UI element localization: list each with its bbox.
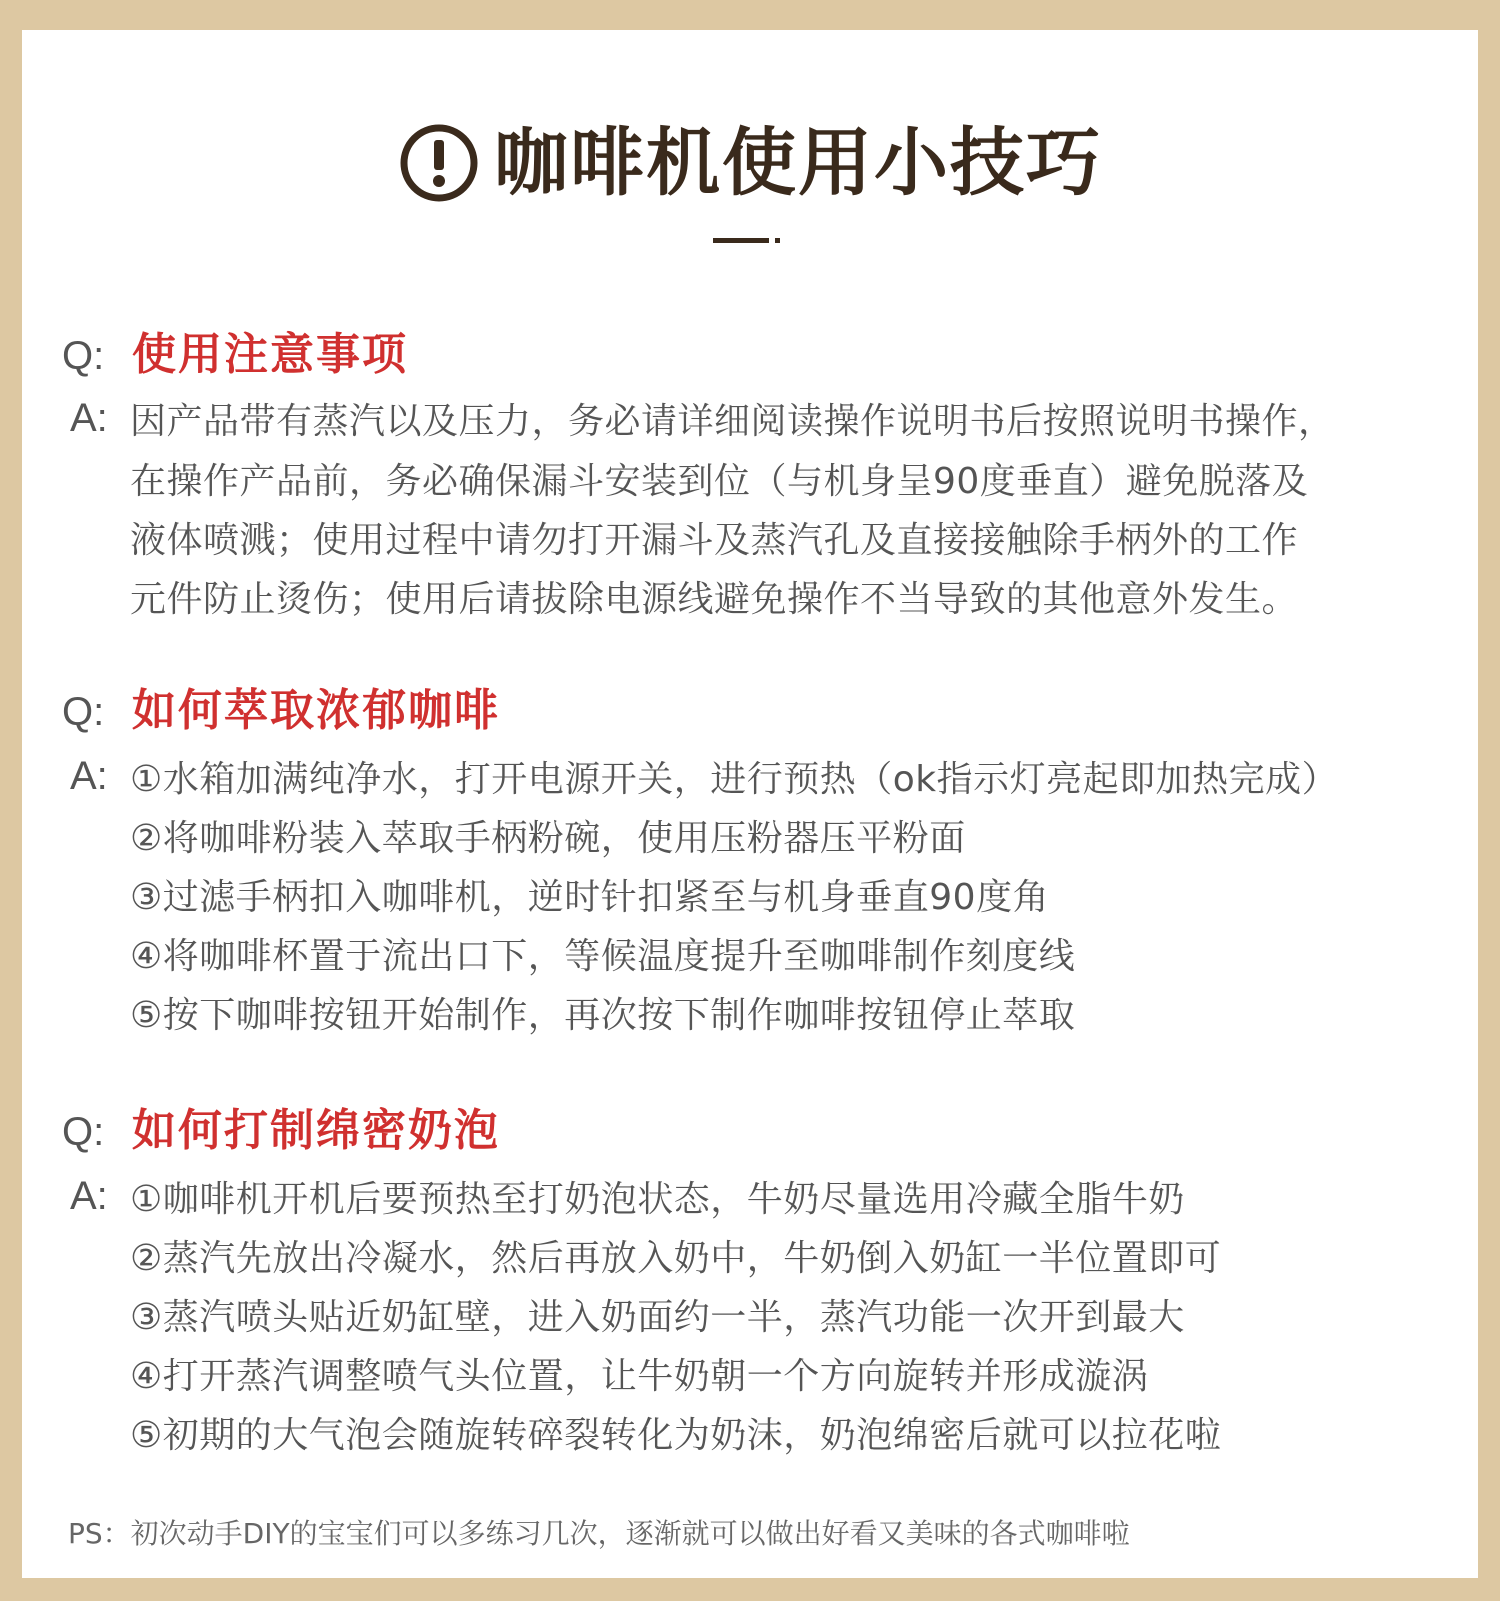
question-text: 如何萃取浓郁咖啡 <box>132 685 500 736</box>
title-underline <box>713 238 769 243</box>
a-label: A: <box>70 1174 108 1218</box>
answer-line: 元件防止烫伤；使用后请拔除电源线避免操作不当导致的其他意外发生。 <box>130 579 1299 620</box>
answer-block <box>130 750 1338 1045</box>
title-underline-dot <box>775 238 780 243</box>
answer-line: ④将咖啡杯置于流出口下，等候温度提升至咖啡制作刻度线 <box>130 936 1076 977</box>
question-row <box>62 674 500 738</box>
answer-line: 在操作产品前，务必确保漏斗安装到位（与机身呈90度垂直）避免脱落及 <box>130 461 1309 502</box>
question-row <box>62 1094 500 1158</box>
answer-line: 因产品带有蒸汽以及压力，务必请详细阅读操作说明书后按照说明书操作， <box>130 401 1335 442</box>
answer-line: ②蒸汽先放出冷凝水，然后再放入奶中，牛奶倒入奶缸一半位置即可 <box>130 1238 1222 1279</box>
question-text: 使用注意事项 <box>132 329 408 380</box>
answer-line: ③蒸汽喷头贴近奶缸壁，进入奶面约一半，蒸汽功能一次开到最大 <box>130 1297 1185 1338</box>
answer-line: 液体喷溅；使用过程中请勿打开漏斗及蒸汽孔及直接接触除手柄外的工作 <box>130 520 1299 561</box>
answer-line: ③过滤手柄扣入咖啡机，逆时针扣紧至与机身垂直90度角 <box>130 877 1050 918</box>
exclamation-circle-icon <box>398 122 480 204</box>
title-row <box>0 118 1500 208</box>
answer-line: ①水箱加满纯净水，打开电源开关，进行预热（ok指示灯亮起即加热完成） <box>130 759 1339 800</box>
question-row <box>62 318 408 382</box>
q-label: Q: <box>62 1110 105 1154</box>
answer-line: ④打开蒸汽调整喷气头位置，让牛奶朝一个方向旋转并形成漩涡 <box>130 1356 1149 1397</box>
ps-note: PS：初次动手DIY的宝宝们可以多练习几次，逐渐就可以做出好看又美味的各式咖啡啦 <box>68 1517 1130 1550</box>
q-label: Q: <box>62 690 105 734</box>
answer-block <box>130 1170 1221 1465</box>
question-text: 如何打制绵密奶泡 <box>132 1105 500 1156</box>
a-label: A: <box>70 396 108 440</box>
page-title: 咖啡机使用小技巧 <box>494 120 1102 206</box>
answer-line: ②将咖啡粉装入萃取手柄粉碗，使用压粉器压平粉面 <box>130 818 966 859</box>
q-label: Q: <box>62 334 105 378</box>
answer-block <box>130 392 1335 629</box>
answer-line: ①咖啡机开机后要预热至打奶泡状态，牛奶尽量选用冷藏全脂牛奶 <box>130 1179 1185 1220</box>
answer-line: ⑤初期的大气泡会随旋转碎裂转化为奶沫，奶泡绵密后就可以拉花啦 <box>130 1415 1222 1456</box>
answer-line: ⑤按下咖啡按钮开始制作，再次按下制作咖啡按钮停止萃取 <box>130 995 1076 1036</box>
a-label: A: <box>70 754 108 798</box>
